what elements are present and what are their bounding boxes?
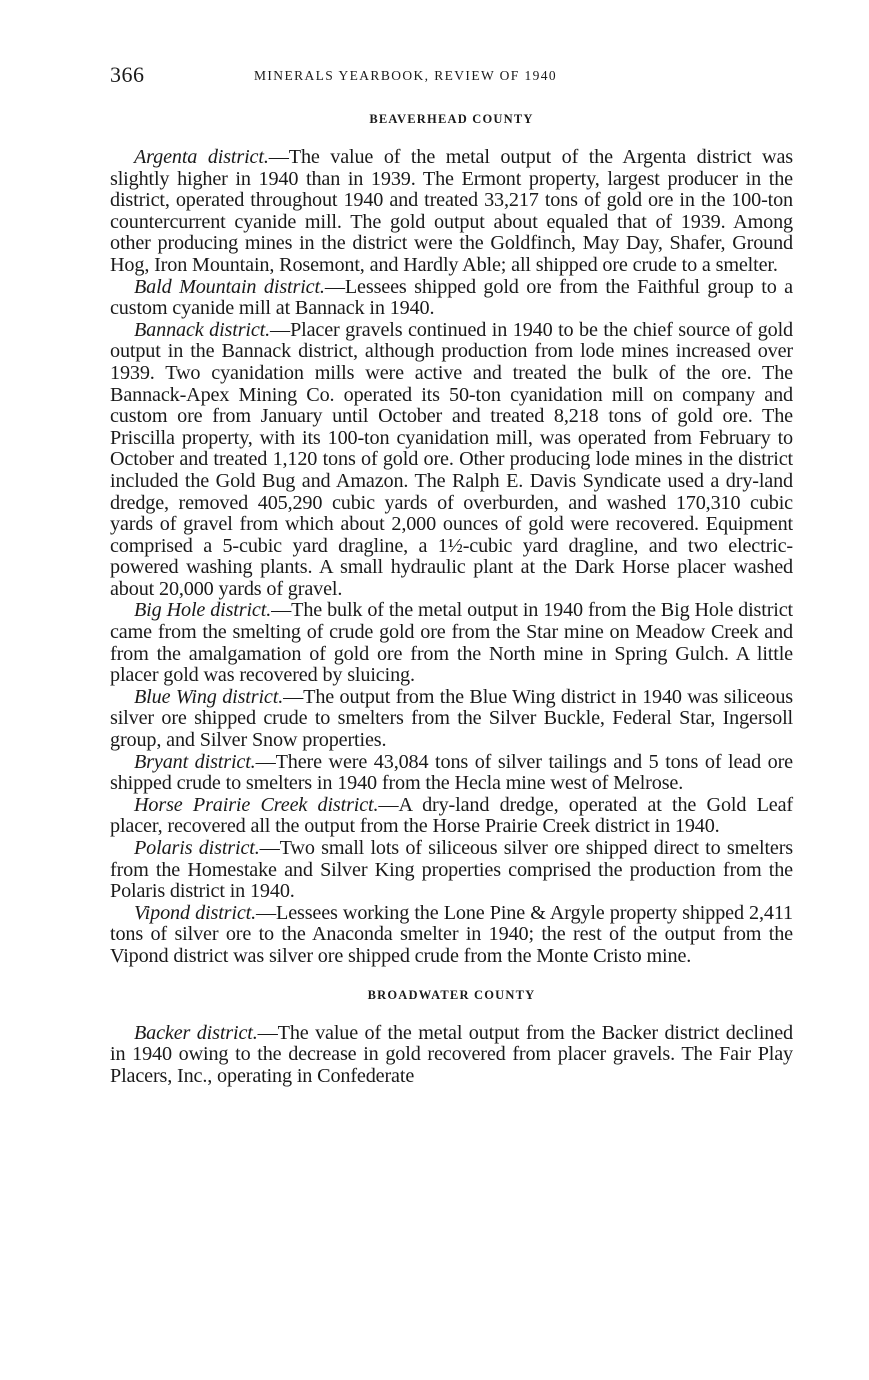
paragraph-body: —The bulk of the metal output in 1940 from the Big Hole district came from the smelting of crude gold ore from the Star mine on Meadow Creek and from the amalgamation of gold ore from the North mine in Spring Gulch. A little placer gold was recovered by sluicing. — [110, 599, 794, 687]
district-name: Bald Mountain district. — [134, 275, 325, 298]
district-name: Backer district. — [134, 1021, 258, 1044]
running-head — [110, 62, 793, 92]
paragraph-horse-prairie-creek — [110, 795, 793, 838]
paragraph-body: —Lessees working the Lone Pine & Argyle property shipped 2,411 tons of silver ore to the Anaconda smelter in 1940; the rest of the output from the Vipond district was silver ore shipped crude from the Monte Cristo mine. — [110, 901, 793, 967]
document-page — [110, 62, 793, 1087]
paragraph-body: —Placer gravels continued in 1940 to be the chief source of gold output in the Bannack district, although production from lode mines increased over 1939. Two cyanidation mills were active and treated the bulk of the ore. The Bannack-Apex Mining Co. operated its 50-ton cyanidation mill on company and custom ore from January until October and treated 8,218 tons of gold ore. The Priscilla property, with its 100-ton cyanidation mill, was operated from February to October and treated 1,120 tons of gold ore. Other producing lode mines in the district included the Gold Bug and Amazon. The Ralph E. Davis Syndicate used a dry-land dredge, removed 405,290 cubic yards of overburden, and washed 170,310 cubic yards of gravel from which about 2,000 ounces of gold were recovered. Equipment comprised a 5-cubic yard dragline, a 1½-cubic yard dragline, and two electric-powered washing plants. A small hydraulic plant at the Dark Horse placer washed about 20,000 yards of gravel. — [110, 318, 794, 600]
section-heading: BROADWATER COUNTY — [367, 987, 536, 1002]
paragraph-bryant — [110, 752, 793, 795]
district-name: Bannack district. — [134, 318, 271, 341]
section-broadwater-county — [110, 988, 793, 1088]
paragraph-argenta — [110, 147, 793, 277]
paragraph-body: —The value of the metal output of the Argenta district was slightly higher in 1940 than in 1939. The Ermont property, largest producer in the district, operated throughout 1940 and treated 33,217 tons of gold ore in the 100-ton countercurrent cyanide mill. The gold output about equaled that of 1939. Among other producing mines in the district were the Goldfinch, May Day, Shafer, Ground Hog, Iron Mountain, Rosemont, and Hardly Able; all shipped ore crude to a smelter. — [110, 146, 793, 276]
paragraph-polaris — [110, 838, 793, 903]
paragraph-bannack — [110, 320, 793, 601]
paragraph-body: —There were 43,084 tons of silver tailings and 5 tons of lead ore shipped crude to smelters in 1940 from the Hecla mine west of Melrose. — [110, 750, 793, 795]
paragraph-blue-wing — [110, 687, 793, 752]
district-name: Big Hole district. — [134, 599, 272, 622]
paragraph-vipond — [110, 903, 793, 968]
section-beaverhead-county — [110, 112, 793, 968]
section-heading: BEAVERHEAD COUNTY — [369, 112, 534, 126]
district-name: Blue Wing district. — [134, 685, 284, 708]
paragraph-body: —Two small lots of siliceous silver ore shipped direct to smelters from the Homestake and Silver King properties comprised the production from the Polaris district in 1940. — [110, 837, 793, 903]
district-name: Bryant district. — [134, 750, 256, 773]
district-name: Argenta district. — [134, 146, 269, 168]
running-title: MINERALS YEARBOOK, REVIEW OF 1940 — [254, 68, 558, 83]
paragraph-body: —Lessees shipped gold ore from the Faithful group to a custom cyanide mill at Bannack in 1940. — [110, 275, 793, 320]
paragraph-backer — [110, 1023, 793, 1088]
district-name: Horse Prairie Creek district. — [134, 793, 379, 816]
paragraph-body: —A dry-land dredge, operated at the Gold Leaf placer, recovered all the output from the Horse Prairie Creek district in 1940. — [110, 793, 793, 838]
paragraph-big-hole — [110, 600, 793, 686]
paragraph-body: —The output from the Blue Wing district in 1940 was siliceous silver ore shipped crude to smelters from the Silver Buckle, Federal Star, Ingersoll group, and Silver Snow properties. — [110, 685, 793, 752]
page-number: 366 — [110, 62, 145, 87]
paragraph-body: —The value of the metal output from the Backer district declined in 1940 owing to the decrease in gold recovered from placer gravels. The Fair Play Placers, Inc., operating in Confederate — [110, 1021, 793, 1087]
district-name: Polaris district. — [134, 837, 260, 859]
district-name: Vipond district. — [134, 901, 256, 924]
paragraph-bald-mountain — [110, 277, 793, 320]
